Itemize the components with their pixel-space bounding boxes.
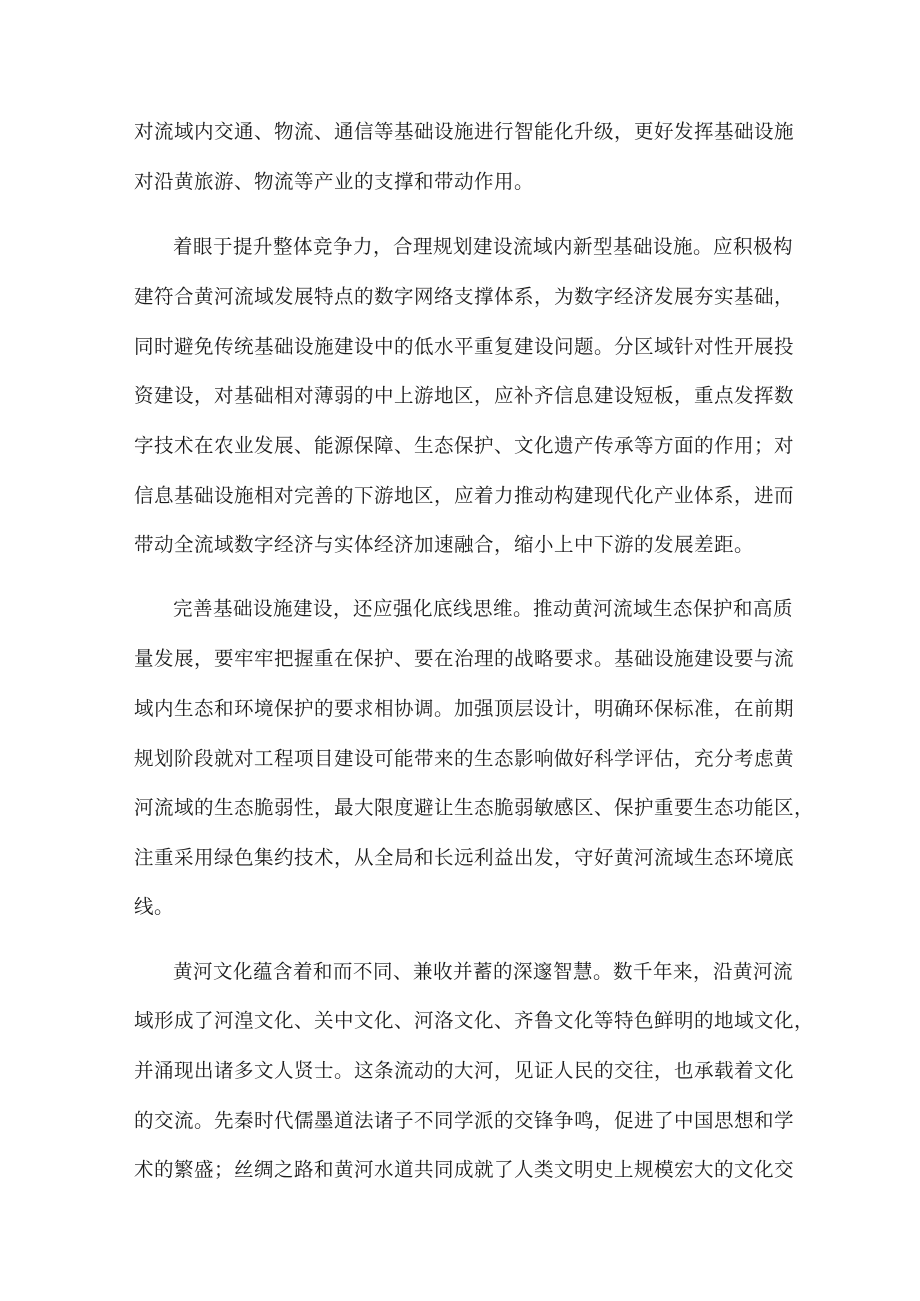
text-line: 术的繁盛；丝绸之路和黄河水道共同成就了人类文明史上规模宏大的文化交 — [134, 1158, 795, 1181]
text-line: 注重采用绿色集约技术，从全局和长远利益出发，守好黄河流域生态环境底 — [134, 846, 795, 869]
text-line: 带动全流域数字经济与实体经济加速融合，缩小上中下游的发展差距。 — [134, 533, 755, 556]
text-line: 资建设，对基础相对薄弱的中上游地区，应补齐信息建设短板，重点发挥数 — [134, 384, 795, 407]
text-line: 对沿黄旅游、物流等产业的支撑和带动作用。 — [134, 170, 535, 193]
text-line: 字技术在农业发展、能源保障、生态保护、文化遗产传承等方面的作用；对 — [134, 434, 795, 457]
text-line: 完善基础设施建设，还应强化底线思维。推动黄河流域生态保护和高质 — [173, 597, 794, 620]
text-line: 黄河文化蕴含着和而不同、兼收并蓄的深邃智慧。数千年来，沿黄河流 — [173, 960, 794, 983]
text-line: 同时避免传统基础设施建设中的低水平重复建设问题。分区域针对性开展投 — [134, 335, 795, 358]
text-line: 信息基础设施相对完善的下游地区，应着力推动构建现代化产业体系，进而 — [134, 484, 795, 507]
text-line: 着眼于提升整体竞争力，合理规划建设流域内新型基础设施。应积极构 — [173, 235, 794, 258]
text-line: 线。 — [134, 895, 175, 918]
text-line: 规划阶段就对工程项目建设可能带来的生态影响做好科学评估，充分考虑黄 — [134, 747, 795, 770]
text-line: 河流域的生态脆弱性，最大限度避让生态脆弱敏感区、保护重要生态功能区， — [134, 796, 815, 819]
text-line: 建符合黄河流域发展特点的数字网络支撑体系，为数字经济发展夯实基础， — [134, 285, 795, 308]
text-line: 的交流。先秦时代儒墨道法诸子不同学派的交锋争鸣，促进了中国思想和学 — [134, 1109, 795, 1132]
text-line: 域形成了河湟文化、关中文化、河洛文化、齐鲁文化等特色鲜明的地域文化， — [134, 1009, 815, 1032]
text-line: 并涌现出诸多文人贤士。这条流动的大河，见证人民的交往，也承载着文化 — [134, 1059, 795, 1082]
text-line: 对流域内交通、物流、通信等基础设施进行智能化升级，更好发挥基础设施 — [134, 120, 795, 143]
text-line: 域内生态和环境保护的要求相协调。加强顶层设计，明确环保标准，在前期 — [134, 697, 795, 720]
text-line: 量发展，要牢牢把握重在保护、要在治理的战略要求。基础设施建设要与流 — [134, 647, 795, 670]
